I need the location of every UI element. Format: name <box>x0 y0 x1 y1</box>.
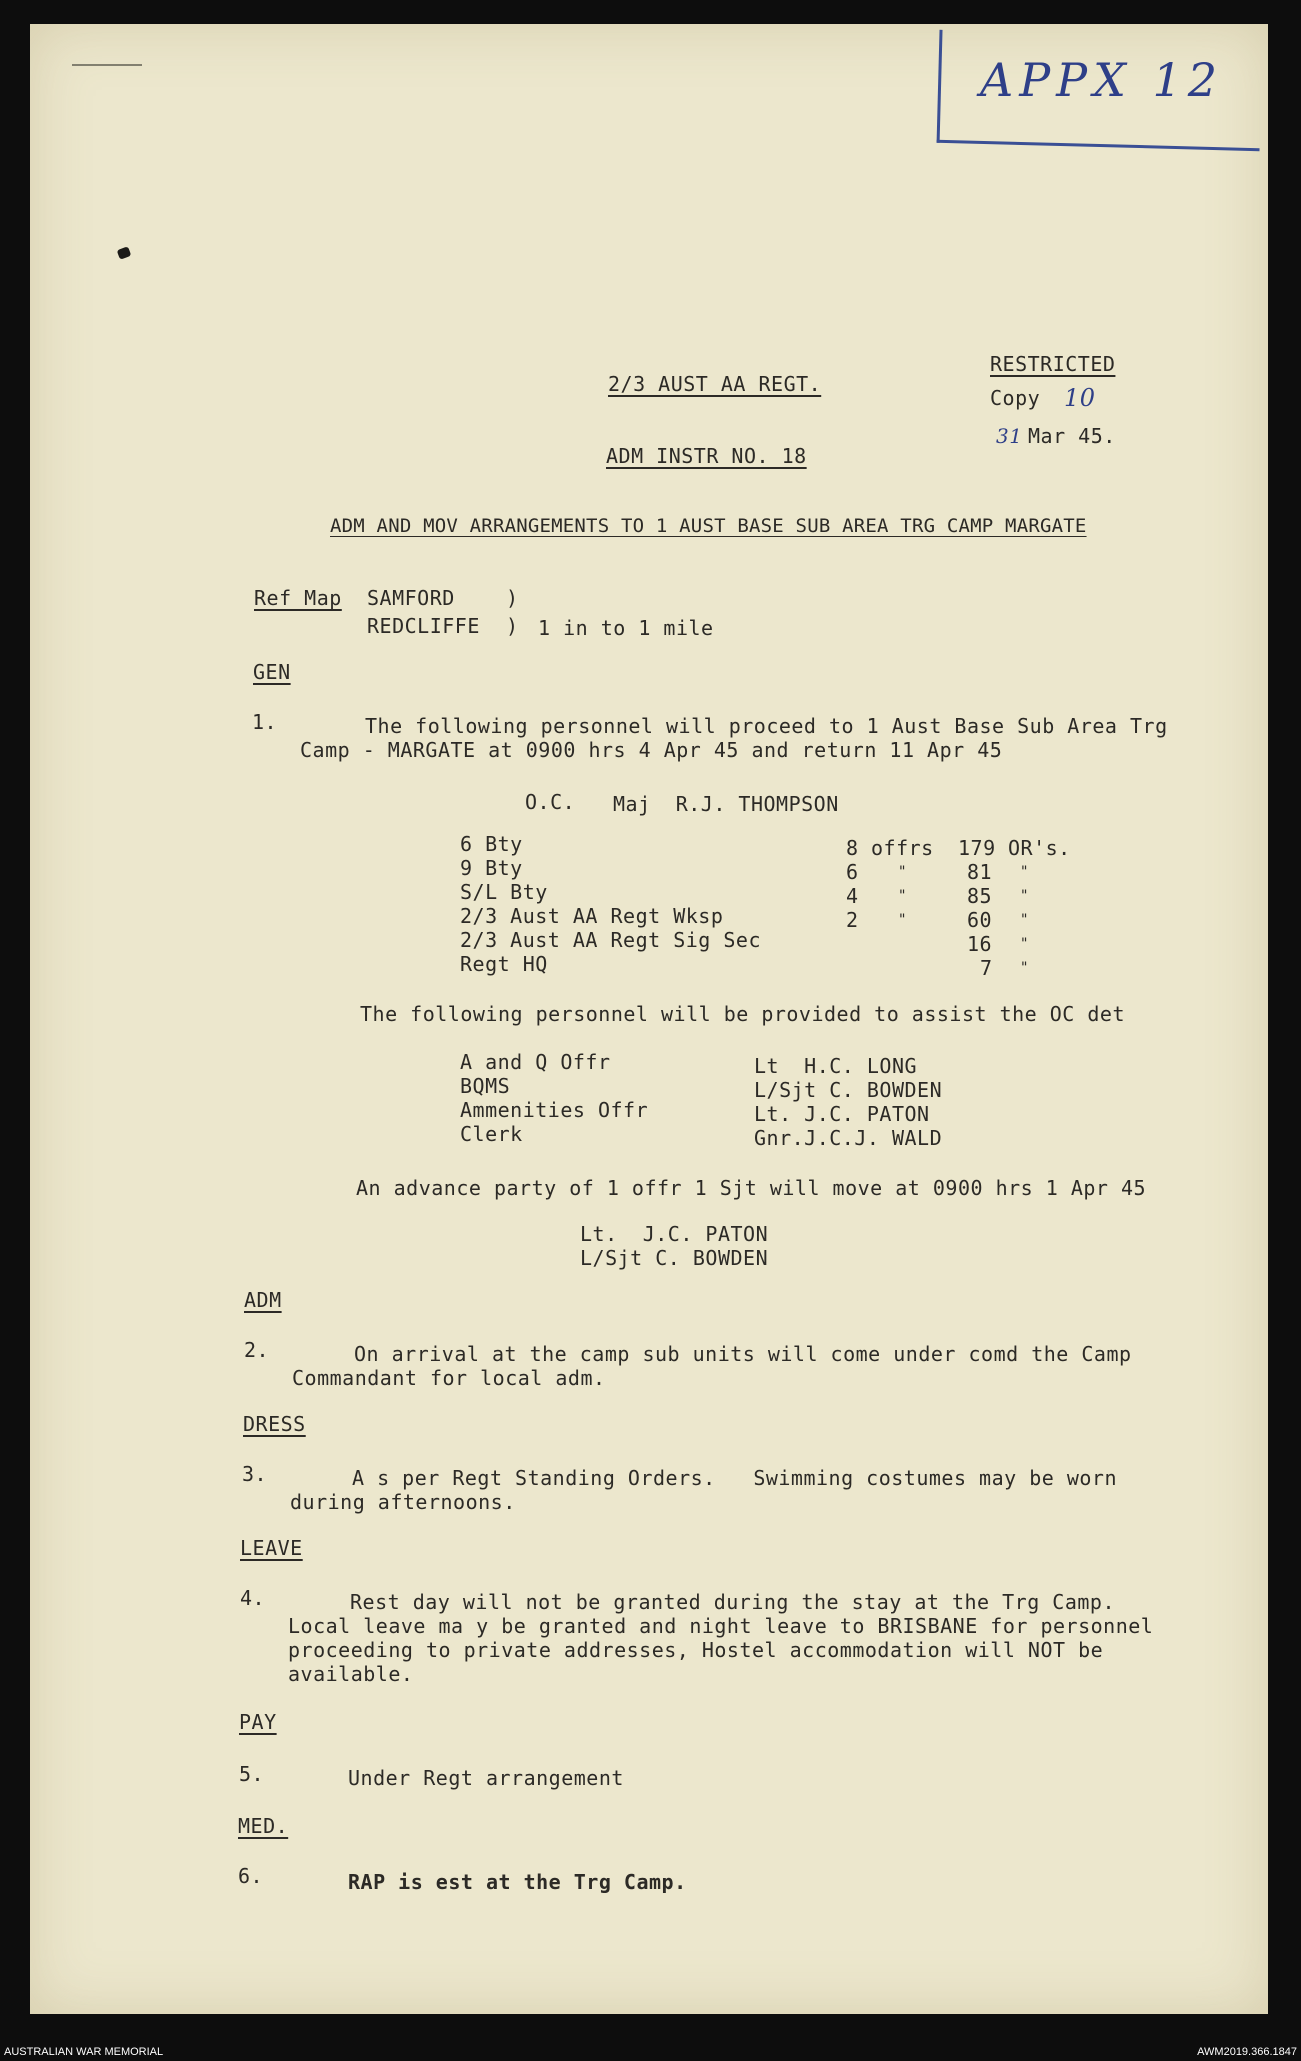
ors-unit: " <box>1020 864 1029 880</box>
ors-count: 81 <box>967 860 993 884</box>
para-text: The following personnel will proceed to 1 Aust Base Sub Area Trg <box>365 714 1168 738</box>
assist-name: Lt H.C. LONG <box>754 1054 918 1078</box>
appendix-stamp: APPX 12 <box>980 53 1224 107</box>
para-text: RAP is est at the Trg Camp. <box>348 1870 687 1894</box>
para-number: 1. <box>252 710 278 734</box>
unit-name: S/L Bty <box>460 880 548 904</box>
copy-number: 10 <box>1064 384 1096 412</box>
para-number: 6. <box>238 1864 264 1888</box>
offrs-count: 2 <box>846 908 859 932</box>
offrs-unit: " <box>898 888 907 904</box>
ref-map-redcliffe: REDCLIFFE <box>367 614 480 638</box>
offrs-unit: " <box>898 912 907 928</box>
document-page <box>30 24 1268 2014</box>
unit-name: 2/3 Aust AA Regt Wksp <box>460 904 724 928</box>
ors-unit: " <box>1020 936 1029 952</box>
unit-name: Regt HQ <box>460 952 548 976</box>
offrs-unit: " <box>898 864 907 880</box>
copy-label: Copy <box>990 386 1041 410</box>
ref-map-samford: SAMFORD <box>367 586 455 610</box>
ors-count: 85 <box>967 884 993 908</box>
assist-name: Gnr.J.C.J. WALD <box>754 1126 943 1150</box>
ors-unit: OR's. <box>1008 836 1071 860</box>
para-text: Camp - MARGATE at 0900 hrs 4 Apr 45 and return 11 Apr 45 <box>300 738 1003 762</box>
ref-map-bracket: ) <box>506 586 519 610</box>
section-heading-med: MED. <box>238 1814 289 1838</box>
ors-unit: " <box>1020 912 1029 928</box>
para-number: 2. <box>244 1338 270 1362</box>
punch-mark <box>117 246 132 260</box>
assist-role: A and Q Offr <box>460 1050 611 1074</box>
footer-accession-number: AWM2019.366.1847 <box>1197 2046 1297 2058</box>
offrs-count: 8 <box>846 836 859 860</box>
advance-name: Lt. J.C. PATON <box>580 1222 769 1246</box>
oc-label: O.C. <box>525 790 576 814</box>
date-day: 31 <box>996 424 1023 448</box>
offrs-count: 4 <box>846 884 859 908</box>
document-title: ADM AND MOV ARRANGEMENTS TO 1 AUST BASE SUB AREA TRG CAMP MARGATE <box>330 515 1087 537</box>
para-text: available. <box>288 1662 414 1686</box>
section-heading-gen: GEN <box>253 660 291 684</box>
unit-name: 6 Bty <box>460 832 523 856</box>
instruction-number: ADM INSTR NO. 18 <box>606 444 807 468</box>
oc-name: Maj R.J. THOMPSON <box>613 792 839 816</box>
ors-count: 60 <box>967 908 993 932</box>
offrs-count: 6 <box>846 860 859 884</box>
unit-name: 9 Bty <box>460 856 523 880</box>
ref-map-bracket: ) <box>506 614 519 638</box>
para-text: On arrival at the camp sub units will come under comd the Camp <box>354 1342 1132 1366</box>
ors-unit: " <box>1020 960 1029 976</box>
unit-name: 2/3 Aust AA Regt Sig Sec <box>460 928 761 952</box>
advance-name: L/Sjt C. BOWDEN <box>580 1246 769 1270</box>
para-text: Commandant for local adm. <box>292 1366 606 1390</box>
para-text: Under Regt arrangement <box>348 1766 624 1790</box>
footer-archive-label: AUSTRALIAN WAR MEMORIAL <box>4 2046 164 2058</box>
ors-count: 16 <box>967 932 993 956</box>
para-number: 5. <box>239 1762 265 1786</box>
para-text: A s per Regt Standing Orders. Swimming costumes may be worn <box>352 1466 1118 1490</box>
para-text: Rest day will not be granted during the stay at the Trg Camp. <box>350 1590 1116 1614</box>
assist-intro: The following personnel will be provided to assist the OC det <box>360 1002 1126 1026</box>
ors-count: 179 <box>958 836 996 860</box>
para-number: 3. <box>242 1462 268 1486</box>
classification-label: RESTRICTED <box>990 352 1116 376</box>
ink-mark <box>72 64 142 66</box>
offrs-unit: offrs <box>871 836 934 860</box>
section-heading-dress: DRESS <box>243 1412 306 1436</box>
assist-role: Clerk <box>460 1122 523 1146</box>
para-text: during afternoons. <box>290 1490 516 1514</box>
unit-title: 2/3 AUST AA REGT. <box>608 372 822 396</box>
section-heading-pay: PAY <box>239 1710 277 1734</box>
section-heading-adm: ADM <box>244 1288 282 1312</box>
date-month-year: Mar 45. <box>1028 424 1116 448</box>
ref-map-scale: 1 in to 1 mile <box>538 616 714 640</box>
assist-role: Ammenities Offr <box>460 1098 649 1122</box>
ors-count: 7 <box>980 956 993 980</box>
ors-unit: " <box>1020 888 1029 904</box>
assist-name: L/Sjt C. BOWDEN <box>754 1078 943 1102</box>
ref-map-label: Ref Map <box>254 586 342 610</box>
advance-party: An advance party of 1 offr 1 Sjt will move at 0900 hrs 1 Apr 45 <box>356 1176 1147 1200</box>
assist-name: Lt. J.C. PATON <box>754 1102 930 1126</box>
para-number: 4. <box>240 1586 266 1610</box>
section-heading-leave: LEAVE <box>240 1536 303 1560</box>
para-text: proceeding to private addresses, Hostel accommodation will NOT be <box>288 1638 1104 1662</box>
assist-role: BQMS <box>460 1074 511 1098</box>
para-text: Local leave ma y be granted and night leave to BRISBANE for personnel <box>288 1614 1154 1638</box>
